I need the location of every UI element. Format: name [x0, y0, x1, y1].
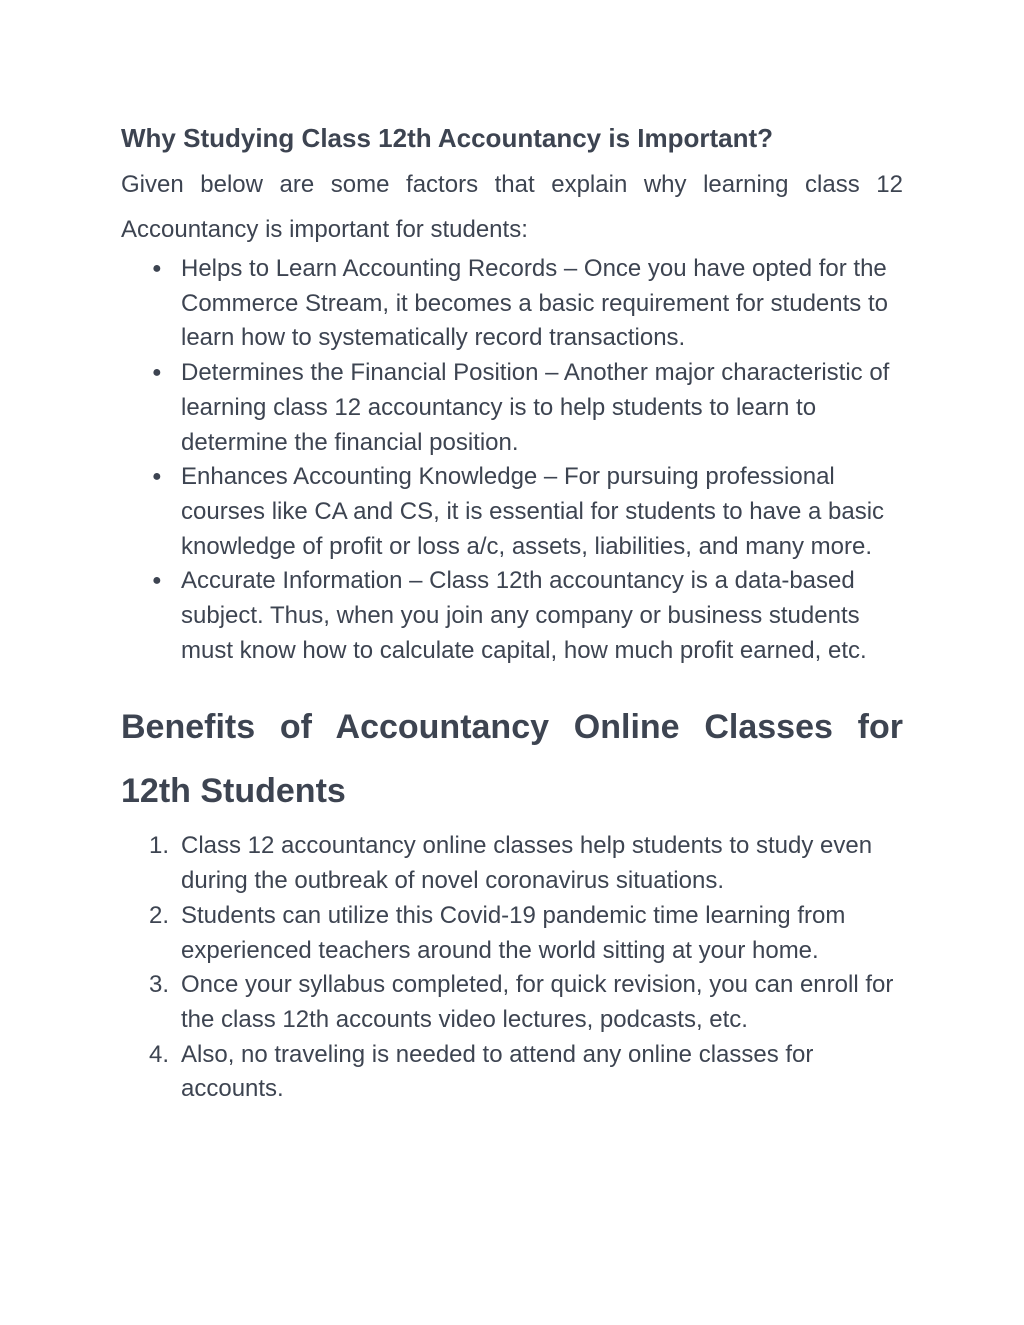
list-item-text: Class 12 accountancy online classes help students to study even during the outbreak of novel coronavirus situations. [181, 832, 873, 895]
list-item [121, 899, 903, 968]
list-item [121, 968, 903, 1037]
list-item-text: Also, no traveling is needed to attend any online classes for accounts. [181, 1040, 814, 1103]
list-item-text: Students can utilize this Covid-19 pandemic time learning from experienced teachers around the world sitting at your home. [181, 901, 846, 964]
list-item-text: Accurate Information – Class 12th accountancy is a data-based subject. Thus, when you join any company or business students must know how to calculate capital, how much profit earned, etc. [181, 567, 867, 664]
list-item [121, 356, 903, 460]
list-number: 1. [149, 832, 170, 860]
importance-bullet-list [121, 252, 903, 668]
section-heading-importance: Why Studying Class 12th Accountancy is Important? [121, 123, 774, 153]
list-item-text: Once your syllabus completed, for quick revision, you can enroll for the class 12th accounts video lectures, podcasts, etc. [181, 971, 894, 1033]
bullet-icon: ● [152, 572, 162, 590]
list-item-text: Enhances Accounting Knowledge – For pursuing professional courses like CA and CS, it is essential for students to have a basic knowledge of profit or loss a/c, assets, liabilities, and many more. [181, 463, 885, 560]
list-number: 4. [149, 1040, 170, 1068]
list-item-text: Helps to Learn Accounting Records – Once you have opted for the Commerce Stream, it becomes a basic requirement for students to learn how to systematically record transactions. [181, 255, 888, 352]
list-item [121, 564, 903, 668]
list-item [121, 252, 903, 356]
list-item [121, 460, 903, 564]
list-item [121, 1038, 903, 1107]
benefits-numbered-list [121, 829, 903, 1107]
bullet-icon: ● [152, 260, 162, 277]
list-number: 2. [149, 901, 170, 929]
bullet-icon: ● [152, 364, 162, 382]
section-heading-benefits: Benefits of Accountancy Online Classes for 12th Students [121, 708, 903, 811]
list-item [121, 829, 903, 898]
intro-paragraph: Given below are some factors that explain why learning class 12 Accountancy is important for students: [121, 171, 903, 243]
bullet-icon: ● [152, 468, 162, 486]
list-item-text: Determines the Financial Position – Another major characteristic of learning class 12 accountancy is to help students to learn to determine the financial position. [181, 359, 890, 456]
list-number: 3. [149, 971, 170, 999]
document-page [121, 118, 903, 1107]
